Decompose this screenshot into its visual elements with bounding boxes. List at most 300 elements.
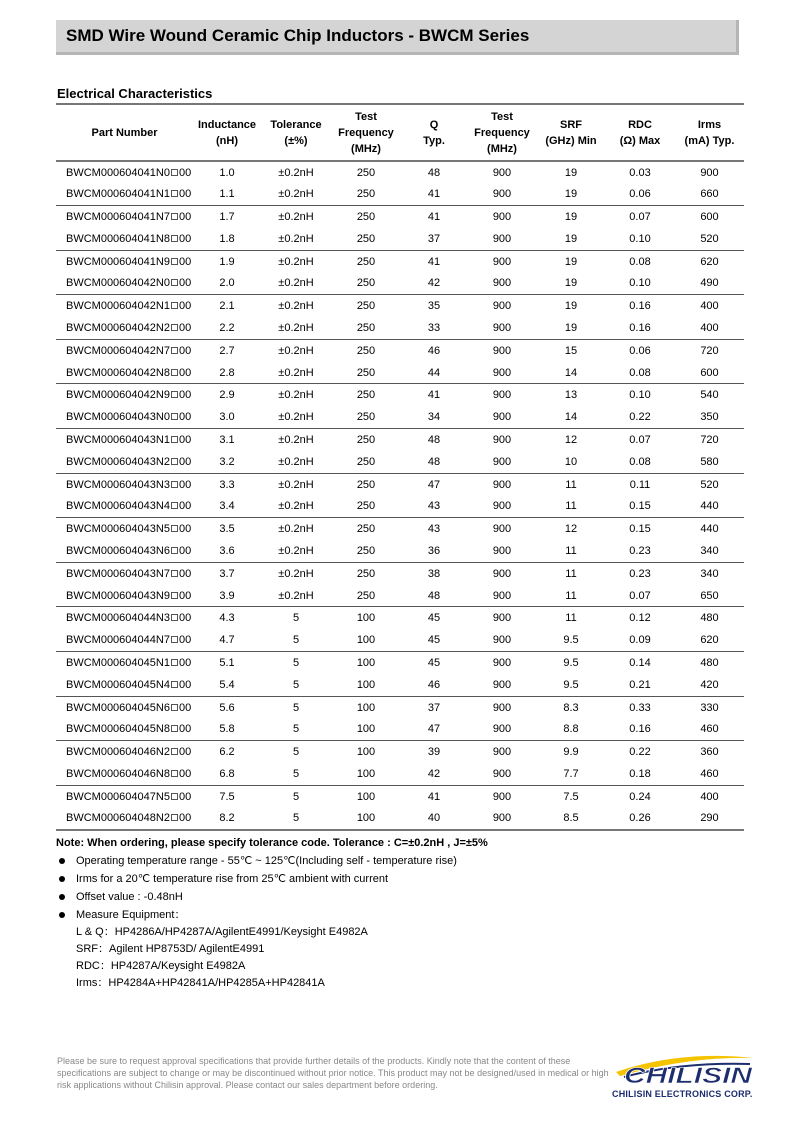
part-number-cell	[56, 674, 193, 696]
part-number-cell	[56, 607, 193, 629]
column-header-line: Irms	[697, 118, 722, 131]
tolerance-code-box-icon	[171, 814, 178, 821]
tolerance-cell: ±0.2nH	[278, 300, 314, 313]
q-cell: 43	[427, 523, 441, 536]
srf-cell: 19	[537, 272, 605, 294]
irms-cell: 340	[700, 567, 719, 580]
test-frequency-cell: 250	[331, 183, 401, 205]
part-number-prefix: BWCM000604045N1	[66, 656, 170, 669]
table-row	[56, 741, 744, 763]
electrical-characteristics-table	[56, 105, 744, 831]
rdc-cell: 0.26	[605, 808, 675, 830]
tolerance-cell: ±0.2nH	[261, 406, 331, 428]
srf-cell: 7.7	[537, 763, 605, 785]
inductance-cell: 2.7	[219, 344, 235, 357]
irms-cell: 440	[675, 495, 744, 517]
srf-cell: 13	[564, 389, 578, 402]
column-header-line: Frequency	[474, 126, 530, 139]
srf-cell: 11	[565, 612, 577, 625]
tolerance-cell: ±0.2nH	[261, 272, 331, 294]
part-number-prefix: BWCM000604043N7	[66, 567, 170, 580]
part-number-cell	[56, 562, 193, 584]
irms-cell: 660	[675, 183, 744, 205]
part-number-prefix: BWCM000604042N0	[66, 277, 170, 290]
srf-cell: 10	[537, 451, 605, 473]
test-frequency-2-cell: 900	[492, 523, 512, 536]
tolerance-code-box-icon	[171, 614, 178, 621]
company-name: CHILISIN ELECTRONICS CORP.	[612, 1089, 753, 1099]
irms-cell: 600	[675, 362, 744, 384]
table-row	[56, 406, 744, 428]
srf-cell: 14	[537, 362, 605, 384]
inductance-cell: 5.1	[219, 656, 235, 669]
part-number-cell	[56, 652, 193, 674]
table-row	[56, 250, 744, 272]
q-cell: 46	[427, 344, 441, 357]
srf-cell: 12	[564, 523, 578, 536]
test-frequency-cell: 100	[331, 763, 401, 785]
part-number-cell	[56, 741, 193, 763]
column-header-line: Typ.	[423, 134, 445, 147]
tolerance-cell: ±0.2nH	[261, 585, 331, 607]
rdc-cell: 0.22	[629, 746, 651, 759]
q-cell: 37	[401, 228, 467, 250]
irms-cell: 400	[700, 790, 719, 803]
part-number-prefix: BWCM000604043N4	[66, 500, 170, 513]
irms-cell: 480	[700, 612, 719, 625]
srf-cell: 8.3	[563, 701, 579, 714]
inductance-cell: 3.7	[219, 567, 235, 580]
part-number-suffix: 00	[178, 478, 192, 491]
tolerance-cell: ±0.2nH	[261, 317, 331, 339]
srf-cell: 8.5	[537, 808, 605, 830]
table-row	[56, 785, 744, 807]
test-frequency-cell: 100	[356, 612, 376, 625]
tolerance-code-box-icon	[171, 570, 178, 577]
table-row	[56, 228, 744, 250]
q-cell: 34	[401, 406, 467, 428]
part-number-cell	[56, 585, 193, 607]
part-number-prefix: BWCM000604046N8	[66, 767, 170, 780]
test-frequency-2-cell: 900	[467, 495, 537, 517]
irms-cell: 600	[700, 210, 719, 223]
note-bullet	[56, 888, 746, 906]
rdc-cell: 0.06	[605, 183, 675, 205]
note-bullet-text: Measure Equipment：	[76, 909, 186, 921]
test-frequency-2-cell: 900	[492, 344, 512, 357]
inductance-cell: 6.2	[219, 746, 235, 759]
rdc-cell: 0.08	[629, 255, 651, 268]
test-frequency-cell: 250	[356, 478, 376, 491]
test-frequency-2-cell: 900	[467, 763, 537, 785]
tolerance-cell: ±0.2nH	[278, 523, 314, 536]
test-frequency-2-cell: 900	[492, 790, 512, 803]
bullet-dot-icon	[59, 894, 65, 900]
bullet-dot-icon	[59, 876, 65, 882]
column-header	[331, 105, 401, 161]
column-header-line: (±%)	[284, 134, 308, 147]
notes-section	[56, 834, 746, 992]
irms-cell: 360	[700, 746, 719, 759]
irms-cell: 330	[700, 701, 719, 714]
part-number-prefix: BWCM000604046N2	[66, 746, 170, 759]
srf-cell: 11	[565, 567, 577, 580]
part-number-prefix: BWCM000604044N7	[66, 634, 170, 647]
table-row	[56, 585, 744, 607]
notes-bullet-list	[56, 852, 746, 924]
rdc-cell: 0.23	[629, 567, 651, 580]
rdc-cell: 0.09	[605, 629, 675, 651]
part-number-suffix: 00	[178, 500, 192, 513]
test-frequency-2-cell: 900	[492, 567, 512, 580]
note-bullet-text: Offset value : -0.48nH	[76, 891, 183, 903]
test-frequency-2-cell: 900	[467, 808, 537, 830]
test-frequency-cell: 100	[331, 629, 401, 651]
table-row	[56, 495, 744, 517]
q-cell: 41	[427, 790, 441, 803]
irms-cell: 480	[700, 656, 719, 669]
rdc-cell: 0.10	[605, 228, 675, 250]
srf-cell: 19	[537, 317, 605, 339]
inductance-cell: 2.2	[193, 317, 261, 339]
irms-cell: 350	[675, 406, 744, 428]
tolerance-cell: ±0.2nH	[278, 255, 314, 268]
part-number-cell	[56, 228, 193, 250]
q-cell: 48	[427, 433, 441, 446]
title-bar	[56, 20, 739, 55]
irms-cell: 520	[700, 478, 719, 491]
part-number-cell	[56, 250, 193, 272]
table-row	[56, 451, 744, 473]
part-number-suffix: 00	[178, 255, 192, 268]
part-number-prefix: BWCM000604041N7	[66, 210, 170, 223]
note-bullet	[56, 852, 746, 870]
part-number-suffix: 00	[178, 723, 192, 736]
part-number-prefix: BWCM000604043N0	[66, 411, 170, 424]
inductance-cell: 1.8	[193, 228, 261, 250]
inductance-cell: 2.1	[219, 300, 235, 313]
q-cell: 41	[427, 389, 441, 402]
bullet-dot-icon	[59, 858, 65, 864]
rdc-cell: 0.16	[605, 718, 675, 740]
test-frequency-2-cell: 900	[492, 478, 512, 491]
inductance-cell: 5.8	[193, 718, 261, 740]
part-number-prefix: BWCM000604045N4	[66, 678, 170, 691]
test-frequency-cell: 250	[356, 433, 376, 446]
irms-cell: 620	[675, 629, 744, 651]
part-number-prefix: BWCM000604047N5	[66, 790, 170, 803]
test-frequency-2-cell: 900	[492, 433, 512, 446]
irms-cell: 540	[700, 389, 719, 402]
column-header	[193, 105, 261, 161]
column-header-line: Inductance	[197, 118, 257, 131]
srf-cell: 19	[564, 210, 578, 223]
tolerance-cell: ±0.2nH	[278, 478, 314, 491]
irms-cell: 580	[675, 451, 744, 473]
irms-cell: 460	[675, 763, 744, 785]
part-number-prefix: BWCM000604042N7	[66, 344, 170, 357]
part-number-cell	[56, 272, 193, 294]
inductance-cell: 3.6	[193, 540, 261, 562]
footer-disclaimer: Please be sure to request approval specifications that provide further details of the products. Kindly note that the content of these specifications are subject to change or may be discontinued without prior notice. This product may not be designed/used in medical or high risk applications without Chilisin approval. Please contact our sales department before ordering.	[57, 1056, 609, 1090]
rdc-cell: 0.06	[629, 344, 651, 357]
part-number-cell	[56, 473, 193, 495]
test-frequency-2-cell: 900	[492, 300, 512, 313]
tolerance-code-box-icon	[171, 770, 178, 777]
test-frequency-cell: 100	[356, 746, 376, 759]
rdc-cell: 0.08	[605, 451, 675, 473]
test-frequency-cell: 250	[356, 166, 376, 179]
part-number-suffix: 00	[178, 678, 192, 691]
rdc-cell: 0.11	[629, 478, 651, 491]
part-number-suffix: 00	[178, 188, 192, 201]
part-number-prefix: BWCM000604045N6	[66, 701, 170, 714]
part-number-cell	[56, 808, 193, 830]
tolerance-cell: 5	[261, 674, 331, 696]
irms-cell: 520	[675, 228, 744, 250]
part-number-prefix: BWCM000604041N1	[66, 188, 170, 201]
rdc-cell: 0.10	[605, 272, 675, 294]
test-frequency-cell: 100	[356, 701, 376, 714]
inductance-cell: 3.3	[219, 478, 235, 491]
table-row	[56, 674, 744, 696]
note-bullet-text: Operating temperature range - 55℃ ~ 125℃(Including self - temperature rise)	[76, 855, 457, 867]
test-frequency-cell: 250	[356, 255, 376, 268]
table-row	[56, 295, 744, 317]
test-frequency-2-cell: 900	[467, 674, 537, 696]
column-header-line: (nH)	[216, 134, 238, 147]
tolerance-code-box-icon	[171, 169, 178, 176]
part-number-cell	[56, 206, 193, 228]
rdc-cell: 0.12	[629, 612, 651, 625]
part-number-suffix: 00	[178, 232, 192, 245]
table-row	[56, 183, 744, 205]
inductance-cell: 1.7	[219, 210, 235, 223]
inductance-cell: 3.9	[193, 585, 261, 607]
tolerance-cell: ±0.2nH	[278, 433, 314, 446]
part-number-cell	[56, 362, 193, 384]
tolerance-cell: ±0.2nH	[278, 210, 314, 223]
irms-cell: 720	[700, 344, 719, 357]
irms-cell: 440	[700, 523, 719, 536]
rdc-cell: 0.21	[605, 674, 675, 696]
test-frequency-2-cell: 900	[467, 540, 537, 562]
part-number-prefix: BWCM000604043N3	[66, 478, 170, 491]
tolerance-code-box-icon	[171, 793, 178, 800]
part-number-cell	[56, 295, 193, 317]
q-cell: 48	[427, 166, 441, 179]
part-number-prefix: BWCM000604041N8	[66, 232, 170, 245]
tolerance-code-box-icon	[171, 258, 178, 265]
table-row	[56, 629, 744, 651]
tolerance-cell: 5	[292, 656, 300, 669]
column-header	[401, 105, 467, 161]
equipment-list	[56, 924, 746, 992]
part-number-suffix: 00	[178, 344, 192, 357]
q-cell: 41	[401, 183, 467, 205]
test-frequency-cell: 250	[331, 272, 401, 294]
test-frequency-2-cell: 900	[467, 183, 537, 205]
test-frequency-2-cell: 900	[467, 718, 537, 740]
note-bullet-text: Irms for a 20℃ temperature rise from 25℃ ambient with current	[76, 873, 389, 885]
q-cell: 33	[401, 317, 467, 339]
column-header-line: (GHz) Min	[545, 134, 597, 147]
tolerance-cell: 5	[261, 718, 331, 740]
rdc-cell: 0.10	[629, 389, 651, 402]
test-frequency-cell: 250	[331, 585, 401, 607]
tolerance-code-box-icon	[171, 592, 178, 599]
rdc-cell: 0.18	[605, 763, 675, 785]
rdc-cell: 0.16	[605, 317, 675, 339]
part-number-suffix: 00	[178, 767, 192, 780]
part-number-prefix: BWCM000604043N1	[66, 433, 170, 446]
rdc-cell: 0.07	[629, 210, 651, 223]
equipment-line: Irms：HP4284A+HP42841A/HP4285A+HP42841A	[76, 977, 325, 989]
tolerance-cell: ±0.2nH	[278, 389, 314, 402]
part-number-suffix: 00	[178, 790, 192, 803]
table-row	[56, 696, 744, 718]
tolerance-code-box-icon	[171, 324, 178, 331]
q-cell: 48	[401, 585, 467, 607]
rdc-cell: 0.22	[605, 406, 675, 428]
test-frequency-cell: 250	[331, 362, 401, 384]
column-header-line: Frequency	[338, 126, 394, 139]
part-number-suffix: 00	[178, 321, 192, 334]
column-header-line: SRF	[560, 118, 582, 131]
irms-cell: 340	[675, 540, 744, 562]
column-header	[261, 105, 331, 161]
section-title: Electrical Characteristics	[57, 86, 213, 101]
table-row	[56, 518, 744, 540]
srf-cell: 9.5	[537, 674, 605, 696]
table-row	[56, 362, 744, 384]
table-row	[56, 540, 744, 562]
tolerance-code-box-icon	[171, 190, 178, 197]
part-number-prefix: BWCM000604042N9	[66, 389, 170, 402]
test-frequency-cell: 250	[331, 495, 401, 517]
test-frequency-cell: 100	[331, 718, 401, 740]
inductance-cell: 3.2	[193, 451, 261, 473]
q-cell: 42	[401, 763, 467, 785]
part-number-prefix: BWCM000604041N9	[66, 255, 170, 268]
tolerance-cell: ±0.2nH	[261, 228, 331, 250]
rdc-cell: 0.03	[629, 166, 651, 179]
part-number-cell	[56, 406, 193, 428]
test-frequency-2-cell: 900	[467, 629, 537, 651]
tolerance-code-box-icon	[171, 458, 178, 465]
part-number-prefix: BWCM000604043N6	[66, 544, 170, 557]
inductance-cell: 4.3	[219, 612, 235, 625]
tolerance-cell: ±0.2nH	[261, 362, 331, 384]
inductance-cell: 2.9	[219, 389, 235, 402]
tolerance-code-box-icon	[171, 213, 178, 220]
tolerance-code-box-icon	[171, 369, 178, 376]
srf-cell: 19	[564, 255, 578, 268]
srf-cell: 19	[564, 166, 578, 179]
part-number-cell	[56, 763, 193, 785]
part-number-suffix: 00	[178, 433, 192, 446]
q-cell: 35	[427, 300, 441, 313]
q-cell: 45	[401, 629, 467, 651]
tolerance-code-box-icon	[171, 235, 178, 242]
part-number-prefix: BWCM000604048N2	[66, 812, 170, 825]
part-number-prefix: BWCM000604041N0	[66, 166, 170, 179]
srf-cell: 15	[564, 344, 578, 357]
part-number-cell	[56, 451, 193, 473]
q-cell: 42	[401, 272, 467, 294]
inductance-cell: 1.0	[219, 166, 235, 179]
test-frequency-2-cell: 900	[492, 255, 512, 268]
inductance-cell: 4.7	[193, 629, 261, 651]
test-frequency-cell: 250	[331, 540, 401, 562]
table-row	[56, 652, 744, 674]
rdc-cell: 0.07	[629, 433, 651, 446]
tolerance-code-box-icon	[171, 481, 178, 488]
tolerance-cell: ±0.2nH	[278, 567, 314, 580]
part-number-prefix: BWCM000604043N2	[66, 455, 170, 468]
tolerance-cell: 5	[292, 701, 300, 714]
irms-cell: 400	[675, 317, 744, 339]
q-cell: 45	[427, 612, 441, 625]
inductance-cell: 2.0	[193, 272, 261, 294]
part-number-suffix: 00	[178, 612, 192, 625]
inductance-cell: 5.4	[193, 674, 261, 696]
note-bullet	[56, 906, 746, 924]
inductance-cell: 1.1	[193, 183, 261, 205]
part-number-suffix: 00	[178, 634, 192, 647]
column-header	[605, 105, 675, 161]
rdc-cell: 0.08	[605, 362, 675, 384]
srf-cell: 7.5	[563, 790, 579, 803]
tolerance-code-box-icon	[171, 347, 178, 354]
irms-cell: 490	[675, 272, 744, 294]
column-header-line: (mA) Typ.	[684, 134, 735, 147]
test-frequency-2-cell: 900	[467, 228, 537, 250]
q-cell: 44	[401, 362, 467, 384]
rdc-cell: 0.14	[629, 656, 651, 669]
part-number-suffix: 00	[178, 210, 192, 223]
rdc-cell: 0.15	[629, 523, 651, 536]
test-frequency-2-cell: 900	[492, 166, 512, 179]
part-number-cell	[56, 339, 193, 361]
srf-cell: 9.9	[563, 746, 579, 759]
part-number-suffix: 00	[178, 656, 192, 669]
equipment-line: L & Q：HP4286A/HP4287A/AgilentE4991/Keysight E4982A	[76, 926, 368, 938]
part-number-suffix: 00	[178, 366, 192, 379]
irms-cell: 400	[700, 300, 719, 313]
q-cell: 37	[427, 701, 441, 714]
tolerance-code-box-icon	[171, 391, 178, 398]
test-frequency-cell: 250	[356, 523, 376, 536]
table-row	[56, 206, 744, 228]
part-number-suffix: 00	[178, 544, 192, 557]
tolerance-code-box-icon	[171, 502, 178, 509]
part-number-cell	[56, 718, 193, 740]
inductance-cell: 2.8	[193, 362, 261, 384]
tolerance-cell: 5	[261, 763, 331, 785]
srf-cell: 8.8	[537, 718, 605, 740]
part-number-prefix: BWCM000604045N8	[66, 723, 170, 736]
column-header-line: Part Number	[91, 126, 158, 139]
bullet-dot-icon	[59, 912, 65, 918]
part-number-suffix: 00	[178, 166, 192, 179]
table-row	[56, 763, 744, 785]
inductance-cell: 1.9	[219, 255, 235, 268]
table-row	[56, 562, 744, 584]
test-frequency-cell: 250	[331, 317, 401, 339]
tolerance-code-box-icon	[171, 659, 178, 666]
ordering-note: Note: When ordering, please specify tolerance code. Tolerance : C=±0.2nH , J=±5%	[56, 837, 488, 849]
